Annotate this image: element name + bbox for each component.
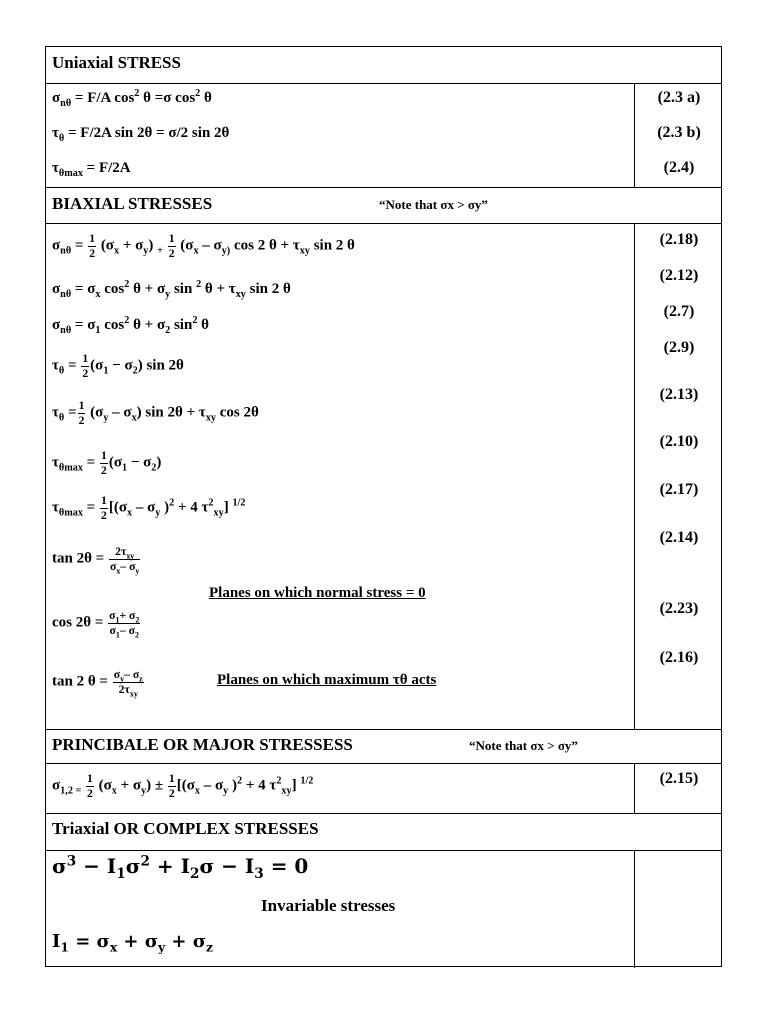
formula-shear-stress-biaxial: $\tau_\theta$ = $\frac{1}{2}$ $(\sigma_y - \sigma_x)$ $\sin 2\theta + \tau_{xy}$ cos 2θ [52,399,259,427]
row-divider [46,729,721,730]
formula-shear-stress-principal: $\tau_\theta$ = $\frac{1}{2}$ $(\sigma_1 - \sigma_2)$ sin 2θ [52,352,184,380]
row-divider [46,813,721,814]
formula-max-shear-biaxial: $\tau_{\theta max}$ = $\frac{1}{2}$ [($\sigma_x - \sigma_y$ )$^2$ + 4 $\tau^2_{xy}$] $^{1/2}$ [52,494,246,522]
label-planes-max-shear: Planes on which maximum τθ acts [217,672,437,688]
equation-number: (2.16) [659,649,699,666]
equation-number: (2.12) [659,267,699,284]
formula-first-invariant: $I_1 = \sigma_x + \sigma_y + \sigma_z$ [52,931,213,955]
equation-number: (2.3 a) [657,89,701,106]
equation-number: (2.17) [659,481,699,498]
row-divider [46,850,721,851]
equation-number: (2.10) [659,433,699,450]
column-divider [634,83,635,187]
formula-normal-stress-biaxial-trig: $\sigma_{n\theta} = \sigma_x$ $\cos^2 \theta + \sigma_y$ sin $^2$ $\theta + \tau_{xy}$ sin 2 θ [52,279,291,300]
section-title-principal: PRINCIBALE OR MAJOR STRESSESS [52,735,353,754]
formula-cubic-invariants: $\sigma^3 - I_1\sigma^2 + I_2\sigma - I_3 = 0$ [52,853,309,882]
equation-number: (2.13) [659,386,699,403]
formula-max-shear-uniaxial: $\tau_{\theta max} = F/2A$ [52,160,131,179]
row-divider [46,223,721,224]
formula-max-shear-principal: $\tau_{\theta max}$ = $\frac{1}{2}$ $(\sigma_1 - \sigma_2)$ [52,449,162,477]
formula-tan-2theta: tan 2θ = $\frac{2\tau_{xy}}{\sigma_x- \sigma_y}$ [52,545,140,576]
section-title-triaxial: Triaxial OR COMPLEX STRESSES [52,819,319,838]
equation-number: (2.14) [659,529,699,546]
equation-number: (2.15) [659,770,699,787]
formula-tan-2theta-z: tan 2 θ = $\frac{\sigma_y- \sigma_z}{2\tau_{xy}}$ [52,668,143,699]
formula-normal-stress-principal: $\sigma_{n\theta} = \sigma_1$ $\cos^2 \theta + \sigma_2$ $\sin^2 \theta$ [52,315,209,336]
section-title-biaxial: BIAXIAL STRESSES [52,194,213,213]
column-divider [634,850,635,968]
row-divider [46,763,721,764]
equation-number: (2.3 b) [657,124,701,141]
note-principal: “Note that σx > σy” [469,738,578,753]
label-planes-normal-stress: Planes on which normal stress = 0 [209,585,426,601]
formula-table [45,46,722,967]
column-divider [634,223,635,729]
note-biaxial: “Note that σx > σy” [379,197,488,212]
formula-normal-stress-uniaxial: $\sigma_{n\theta} = F/A$ $\cos^2 \theta =\sigma$ $\cos^2 \theta$ [52,88,212,109]
equation-number: (2.4) [663,159,695,176]
equation-number: (2.9) [663,339,695,356]
label-invariable-stresses: Invariable stresses [261,896,396,915]
row-divider [46,187,721,188]
formula-cos-2theta: cos 2θ = $\frac{\sigma_1+ \sigma_2}{\sigma_1- \sigma_2}$ [52,609,140,640]
formula-principal-stresses: $\sigma_{1,2 =}$ $\frac{1}{2}$ $(\sigma_x + \sigma_y)$ ± $\frac{1}{2}$ [($\sigma_x - \sigma_y$ )$^2$ + 4 $\tau^2_{xy}$] $^{1/2}$ [52,772,314,800]
equation-number: (2.23) [659,600,699,617]
formula-shear-stress-uniaxial: $\tau_\theta = F/2A$ sin 2θ = σ/2 sin 2θ [52,125,230,144]
section-title-uniaxial: Uniaxial STRESS [52,53,181,72]
column-divider [634,763,635,813]
equation-number: (2.7) [663,303,695,320]
equation-number: (2.18) [659,231,699,248]
formula-normal-stress-biaxial-half: $\sigma_{n\theta}$ = $\frac{1}{2}$ $(\sigma_x + \sigma_y)$ $_+$ $\frac{1}{2}$ ($\sigma_x - \sigma_{y)}$ cos 2 $\theta + \tau_{xy}$ sin 2 θ [52,232,355,260]
row-divider [46,83,721,84]
